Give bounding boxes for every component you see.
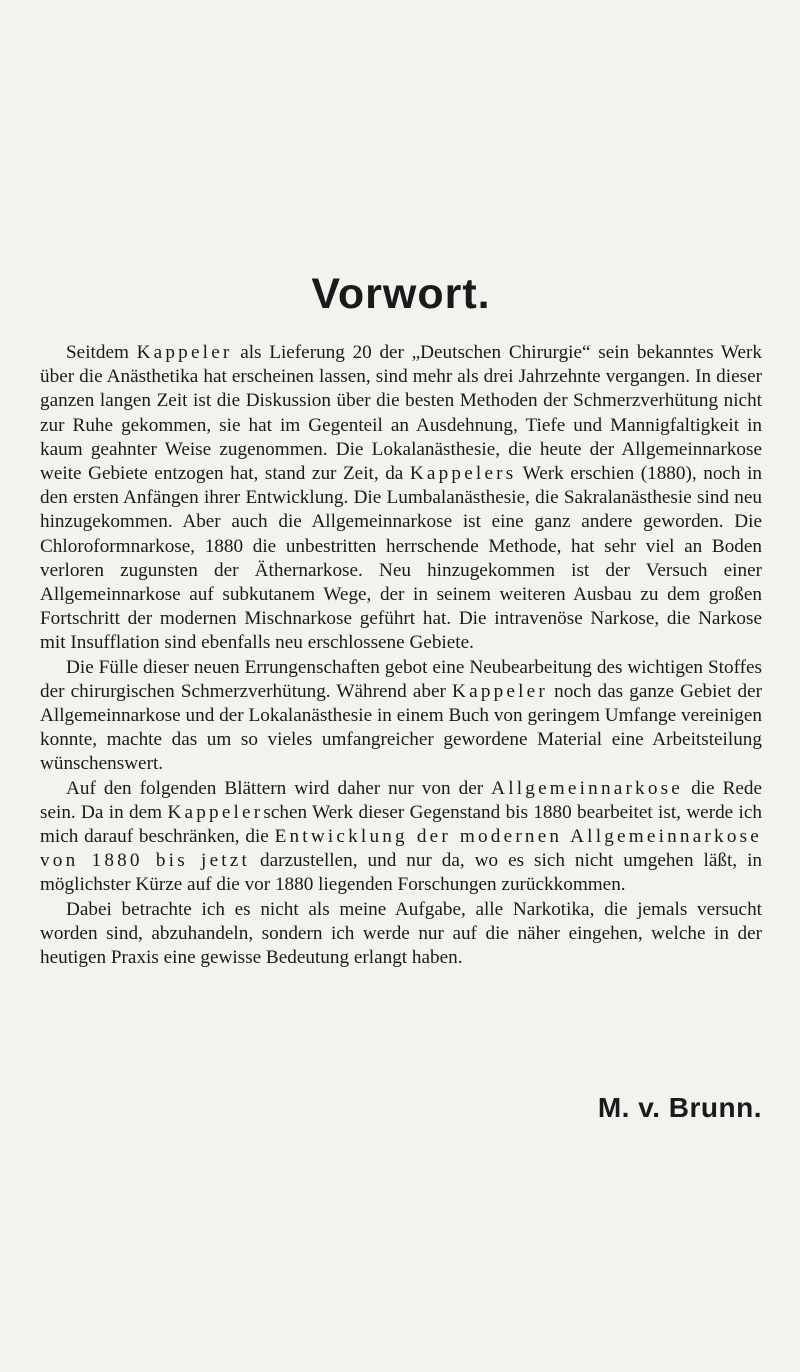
spaced-emphasis: Kappelers	[409, 463, 517, 485]
spaced-emphasis: Kappeler	[452, 680, 548, 702]
text-run: Werk erschien (1880), noch in den ersten Anfängen ihrer Entwicklung. Die Lumbalanästhesie, die Sakralanästhesie sind neu hinzugekommen. Aber auch die Allgemeinnarkose ist eine ganz andere geworden. Die Chloroformnarkose, 1880 die unbestritten herrschende Methode, hat sehr viel an Boden verloren zugunsten der Äthernarkose. Neu hinzugekommen ist der Versuch einer Allgemeinnarkose auf subkutanem Wege, der in seinem weiteren Ausbau zu dem großen Fortschritt der modernen Mischnarkose geführt hat. Die intravenöse Narkose, die Narkose mit Insufflation sind ebenfalls neu erschlossene Gebiete.	[40, 463, 762, 654]
text-run: die Rede sein. Da in dem	[40, 777, 762, 823]
spaced-emphasis: Kappeler	[167, 801, 264, 823]
paragraph	[40, 898, 762, 971]
text-run: als Lieferung 20 der „Deutschen Chirurgie“ sein bekanntes Werk über die Anästhetika hat erscheinen lassen, sind mehr als drei Jahrzehnte vergangen. In dieser ganzen langen Zeit ist die Diskussion über die besten Methoden der Schmerzverhütung nicht zur Ruhe gekommen, sie hat im Gegenteil an Ausdehnung, Tiefe und Mannigfaltigkeit in kaum geahnter Weise zugenommen. Die Lokalanästhesie, die heute der Allgemeinnarkose weite Gebiete entzogen hat, stand zur Zeit, da	[40, 342, 762, 485]
paragraph	[40, 656, 762, 777]
paragraph	[40, 341, 762, 656]
spaced-emphasis: Kappeler	[136, 342, 233, 363]
text-run: schen Werk dieser Gegenstand bis 1880 bearbeitet ist, werde ich mich darauf beschränken, die	[40, 801, 762, 848]
book-page	[40, 0, 762, 1372]
paragraph	[40, 777, 762, 898]
text-run: noch das ganze Gebiet der Allgemeinnarkose und der Lokalanästhesie in einem Buch von geringem Umfange vereinigen konnte, machte das um so vieles umfangreicher gewordene Material eine Arbeitsteilung wünschenswert.	[40, 680, 762, 775]
text-run: Auf den folgenden Blättern wird daher nur von der	[66, 777, 492, 799]
spaced-emphasis: Allgemeinnarkose	[491, 777, 684, 799]
page-title: Vorwort.	[311, 270, 491, 318]
text-run: darzustellen, und nur da, wo es sich nicht umgehen läßt, in möglichster Kürze auf die vor 1880 liegenden Forschungen zurückkommen.	[40, 850, 762, 896]
preface-body	[40, 341, 762, 970]
spaced-emphasis: Entwicklung der modernen Allgemeinnarkose von 1880 bis jetzt	[40, 826, 762, 872]
author-signature: M. v. Brunn.	[597, 1092, 762, 1123]
text-run: Seitdem	[66, 342, 137, 363]
text-run: Dabei betrachte ich es nicht als meine Aufgabe, alle Narkotika, die jemals versucht worden sind, abzuhandeln, sondern ich werde nur auf die näher eingehen, welche in der heutigen Praxis eine gewisse Bedeutung erlangt haben.	[40, 898, 762, 969]
text-run: Die Fülle dieser neuen Errungenschaften gebot eine Neubearbeitung des wichtigen Stoffes der chirurgischen Schmerzverhütung. Während aber	[40, 656, 762, 702]
